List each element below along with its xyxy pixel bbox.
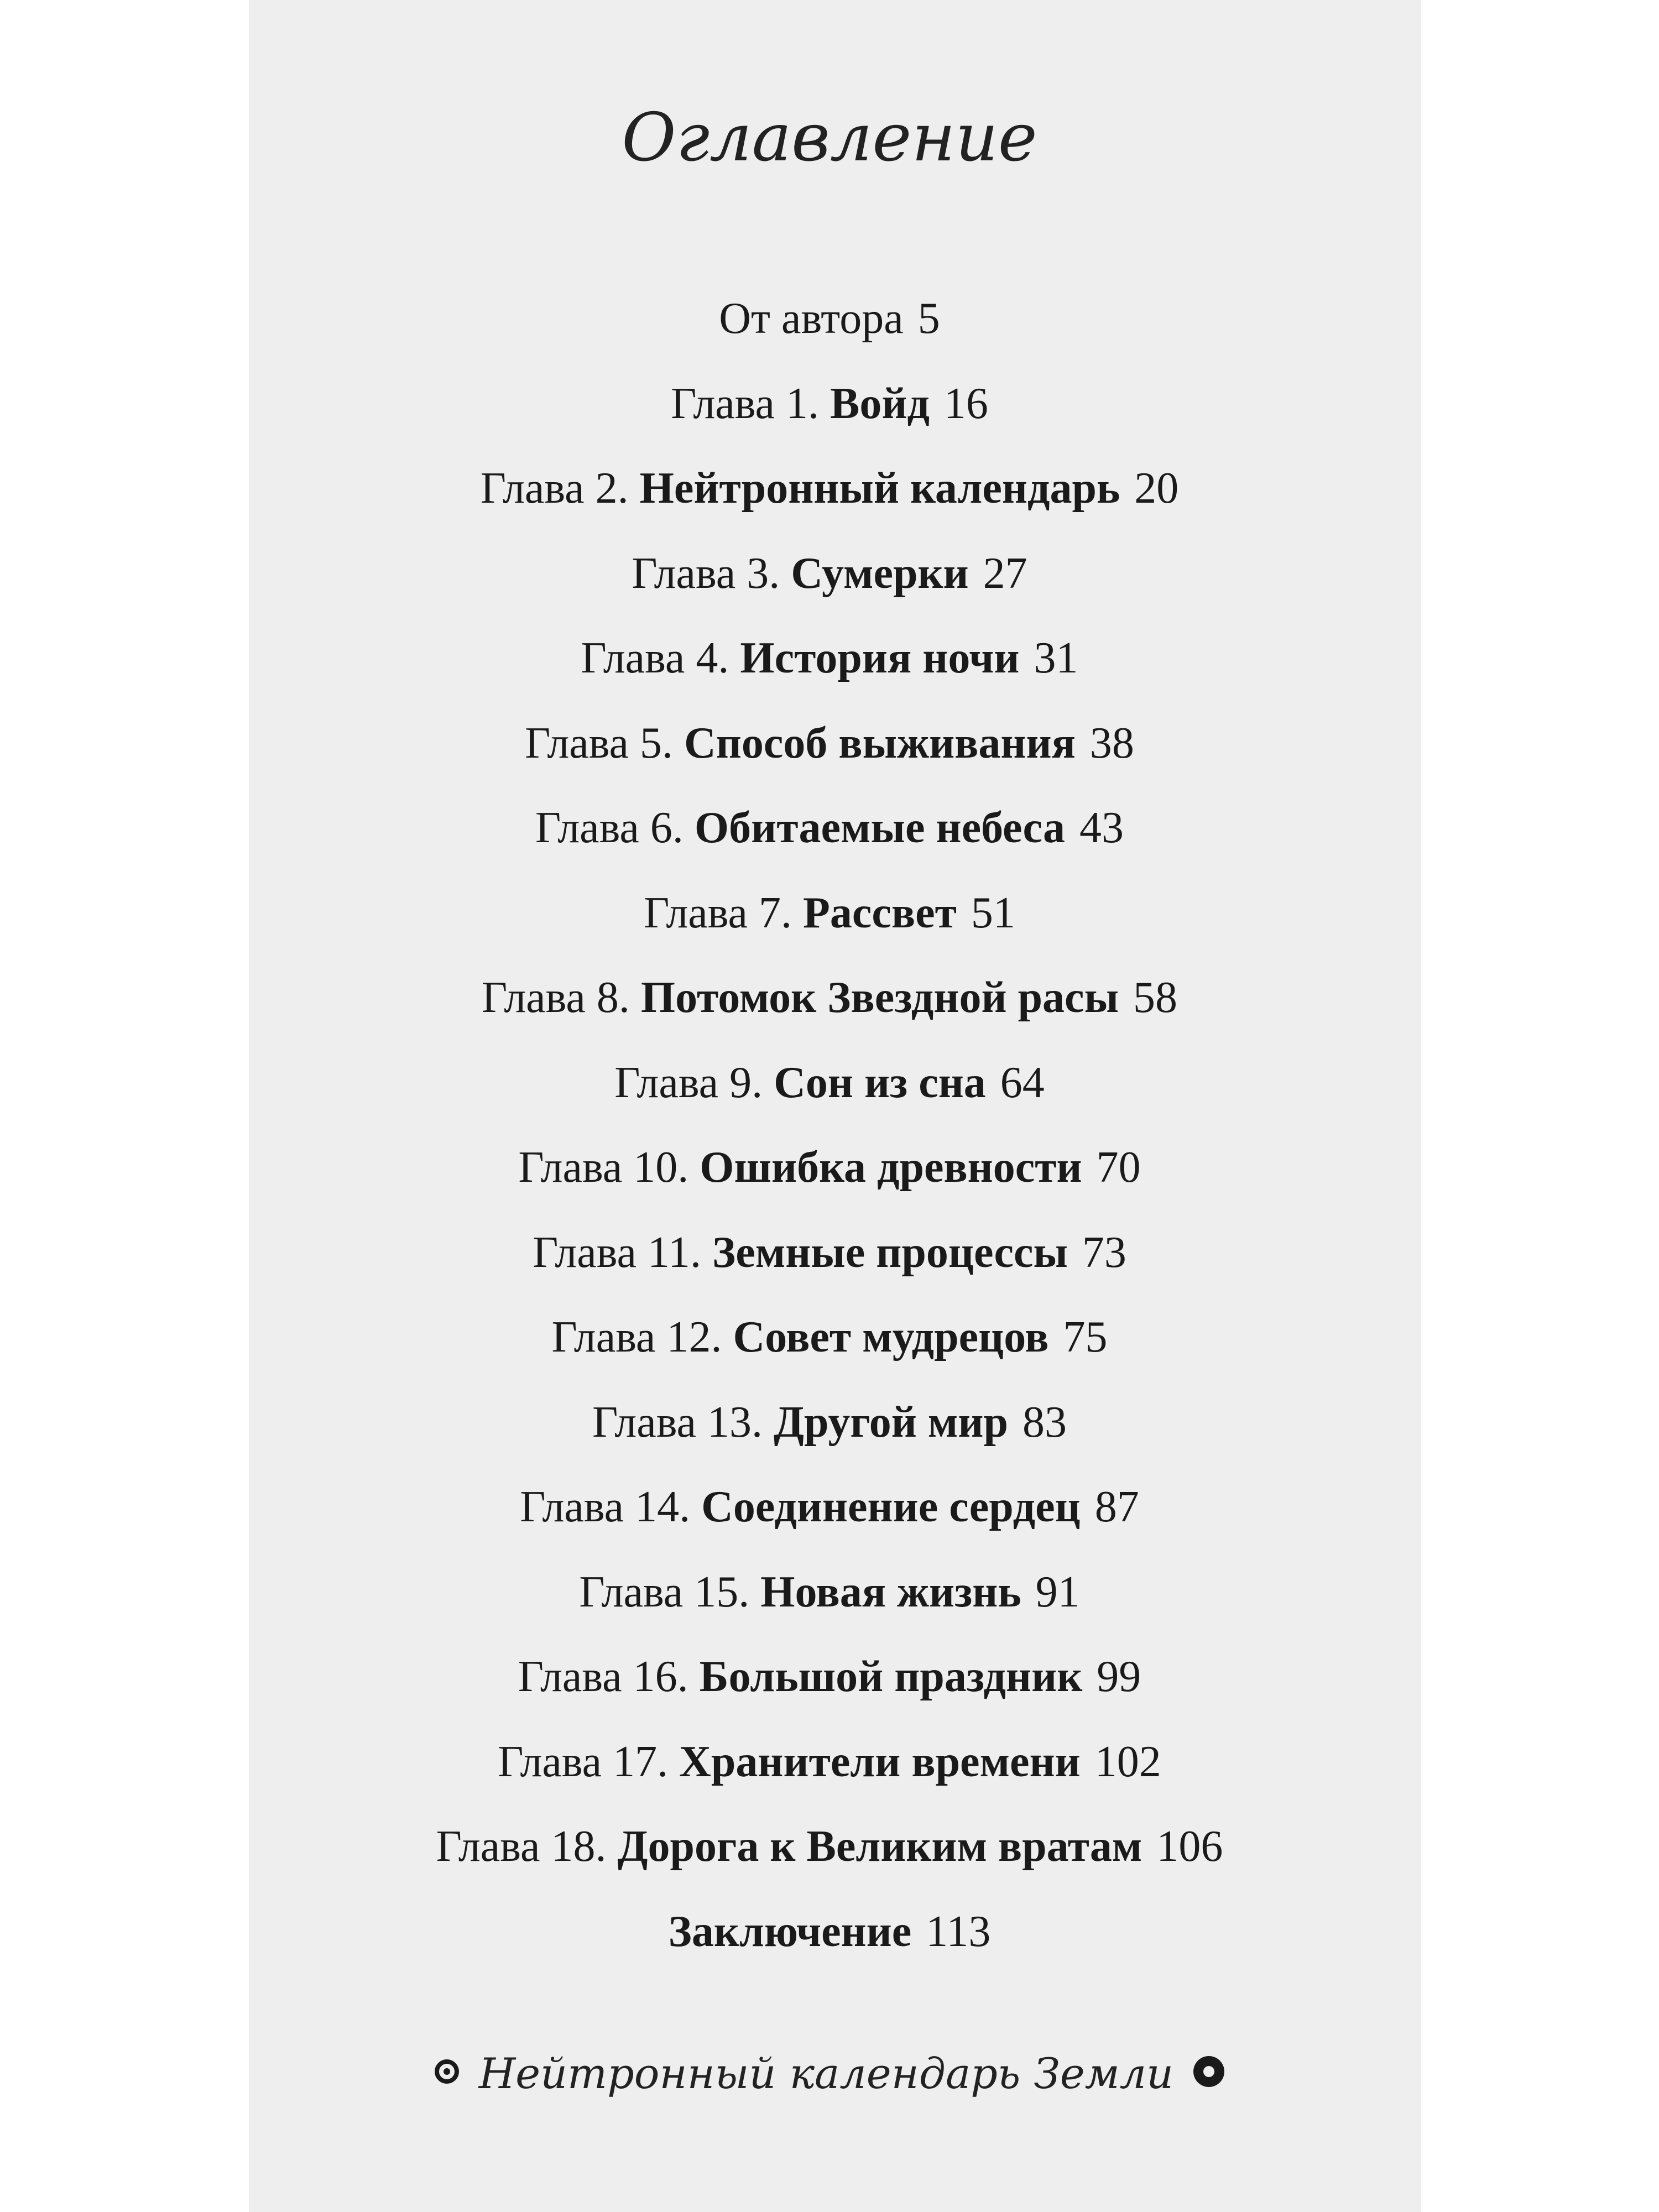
page-number: 87 bbox=[1094, 1483, 1139, 1531]
chapter-title: Обитаемые небеса bbox=[694, 804, 1065, 852]
chapter-number: Глава 7. bbox=[644, 888, 792, 937]
chapter-number: Глава 16. bbox=[518, 1652, 688, 1701]
chapter-number: Глава 9. bbox=[614, 1058, 763, 1107]
toc-entry bbox=[0, 446, 1659, 531]
chapter-number: Глава 15. bbox=[579, 1567, 750, 1616]
toc-entry bbox=[0, 1550, 1659, 1635]
toc-entry bbox=[0, 1635, 1659, 1720]
table-of-contents bbox=[0, 276, 1659, 1974]
chapter-title: Рассвет bbox=[803, 888, 957, 937]
chapter-title: Соединение сердец bbox=[701, 1483, 1081, 1531]
chapter-number: Глава 11. bbox=[533, 1228, 701, 1277]
chapter-number: Глава 14. bbox=[520, 1483, 691, 1531]
chapter-title: Земные процессы bbox=[712, 1228, 1068, 1277]
toc-entry bbox=[0, 956, 1659, 1041]
page-title: Оглавление bbox=[622, 100, 1037, 176]
chapter-title: Совет мудрецов bbox=[733, 1313, 1049, 1361]
chapter-title: Другой мир bbox=[773, 1397, 1008, 1447]
page-number: 70 bbox=[1096, 1143, 1141, 1192]
toc-entry bbox=[0, 1465, 1659, 1550]
chapter-title: Нейтронный календарь bbox=[639, 464, 1120, 513]
footer-text: Нейтронный календарь Земли bbox=[478, 2049, 1174, 2098]
chapter-title: Заключение bbox=[668, 1907, 912, 1956]
chapter-number: Глава 13. bbox=[592, 1397, 763, 1447]
chapter-title: Потомок Звездной расы bbox=[640, 973, 1119, 1022]
toc-entry bbox=[0, 1804, 1659, 1890]
chapter-number: Глава 4. bbox=[581, 634, 729, 682]
chapter-title: Сумерки bbox=[791, 549, 969, 598]
toc-entry bbox=[0, 871, 1659, 956]
toc-entry bbox=[0, 1041, 1659, 1126]
toc-entry bbox=[0, 616, 1659, 701]
page-number: 27 bbox=[983, 549, 1027, 598]
page-number: 16 bbox=[943, 379, 988, 428]
toc-entry bbox=[0, 1380, 1659, 1465]
chapter-number: Глава 17. bbox=[498, 1737, 669, 1786]
page-number: 38 bbox=[1089, 718, 1134, 768]
chapter-number: Глава 18. bbox=[436, 1822, 607, 1871]
page-number: 83 bbox=[1022, 1397, 1067, 1447]
chapter-title: Дорога к Великим вратам bbox=[617, 1822, 1142, 1871]
filled-ring-icon bbox=[1193, 2056, 1224, 2087]
toc-entry bbox=[0, 1720, 1659, 1805]
chapter-number: Глава 5. bbox=[525, 718, 674, 768]
toc-entry bbox=[0, 276, 1659, 362]
page-number: 99 bbox=[1097, 1652, 1141, 1701]
page-number: 20 bbox=[1134, 464, 1179, 513]
toc-entry bbox=[0, 362, 1659, 447]
chapter-title: От автора bbox=[719, 294, 904, 343]
toc-entry bbox=[0, 1295, 1659, 1380]
chapter-title: Новая жизнь bbox=[760, 1567, 1021, 1616]
chapter-number: Глава 2. bbox=[480, 464, 629, 513]
page-number: 102 bbox=[1094, 1737, 1161, 1786]
page-number: 31 bbox=[1034, 634, 1078, 682]
toc-entry bbox=[0, 786, 1659, 871]
chapter-title: Войд bbox=[830, 379, 930, 428]
page-number: 75 bbox=[1063, 1313, 1108, 1361]
toc-entry bbox=[0, 701, 1659, 786]
chapter-number: Глава 8. bbox=[481, 973, 630, 1022]
running-footer bbox=[0, 2041, 1659, 2107]
chapter-number: Глава 1. bbox=[671, 379, 819, 428]
chapter-number: Глава 12. bbox=[551, 1313, 722, 1361]
page-number: 58 bbox=[1133, 973, 1178, 1022]
circle-dot-icon bbox=[435, 2059, 459, 2084]
chapter-title: Сон из сна bbox=[774, 1058, 986, 1107]
chapter-number: Глава 6. bbox=[535, 804, 684, 852]
page-number: 43 bbox=[1079, 804, 1124, 852]
chapter-title: Хранители времени bbox=[679, 1737, 1081, 1786]
chapter-title: Ошибка древности bbox=[700, 1143, 1082, 1192]
chapter-title: Большой праздник bbox=[699, 1652, 1083, 1701]
page-number: 91 bbox=[1035, 1567, 1080, 1616]
chapter-number: Глава 3. bbox=[632, 549, 780, 598]
chapter-title: Способ выживания bbox=[684, 718, 1076, 768]
page-number: 113 bbox=[926, 1907, 991, 1956]
chapter-number: Глава 10. bbox=[518, 1143, 689, 1192]
page-number: 106 bbox=[1156, 1822, 1223, 1871]
page-number: 51 bbox=[971, 888, 1015, 937]
page-number: 73 bbox=[1082, 1228, 1126, 1277]
page-number: 64 bbox=[1000, 1058, 1045, 1107]
chapter-title: История ночи bbox=[740, 634, 1020, 682]
page-number: 5 bbox=[917, 294, 940, 343]
toc-entry bbox=[0, 1890, 1659, 1975]
toc-entry bbox=[0, 531, 1659, 617]
toc-entry bbox=[0, 1125, 1659, 1211]
toc-entry bbox=[0, 1211, 1659, 1296]
